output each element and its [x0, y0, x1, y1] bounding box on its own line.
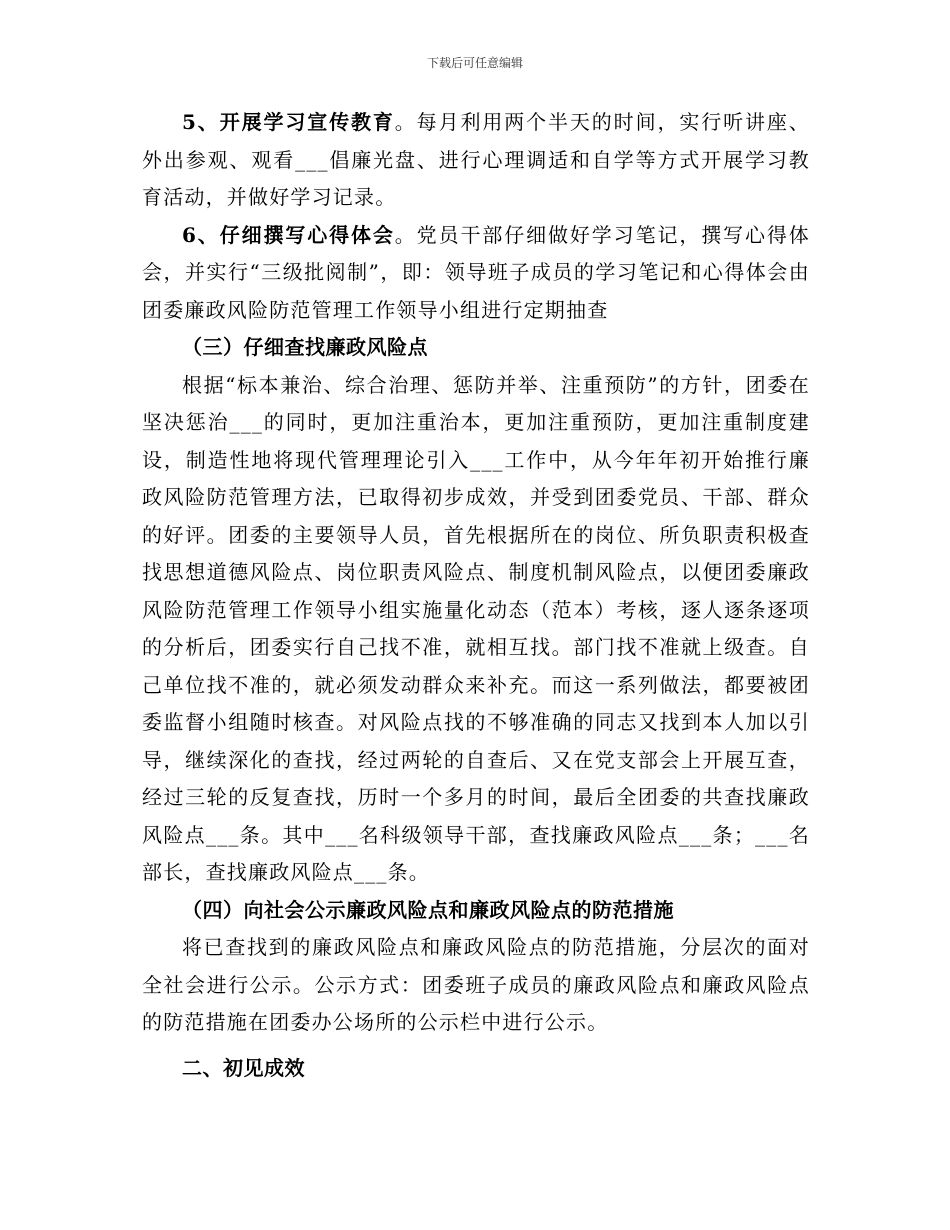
- paragraph-study-education: [142, 104, 810, 217]
- paragraph-text: 。每月利用两个半天的时间，实行听讲座、外出参观、观看___倡廉光盘、进行心理调适和自学等方式开展学习教育活动，并做好学习记录。: [142, 110, 810, 209]
- section-heading-results: 二、初见成效: [182, 1055, 305, 1080]
- section-heading-4: （四）向社会公示廉政风险点和廉政风险点的防范措施: [182, 897, 674, 922]
- paragraph-text: 。党员干部仔细做好学习笔记，撰写心得体会，并实行“三级批阅制”，即：领导班子成员的学习笔记和心得体会由团委廉政风险防范管理工作领导小组进行定期抽查: [142, 222, 810, 322]
- section-heading-3: （三）仔细查找廉政风险点: [182, 335, 428, 359]
- paragraph-experience-writing: [142, 217, 810, 330]
- paragraph-risk-points: 根据“标本兼治、综合治理、惩防并举、注重预防”的方针，团委在坚决惩治___的同时，更加注重治本，更加注重预防，更加注重制度建设，制造性地将现代管理理论引入___工作中，从今年年初开始推行廉政风险防范管理方法，已取得初步成效，并受到团委党员、干部、群众的好评。团委的主要领导人员，首先根据所在的岗位、所负职责积极查找思想道德风险点、岗位职责风险点、制度机制风险点，以便团委廉政风险防范管理工作领导小组实施量化动态（范本）考核，逐人逐条逐项的分析后，团委实行自己找不准，就相互找。部门找不准就上级查。自己单位找不准的，就必须发动群众来补充。而这一系列做法，都要被团委监督小组随时核查。对风险点找的不够准确的同志又找到本人加以引导，继续深化的查找，经过两轮的自查后、又在党支部会上开展互查，经过三轮的反复查找，历时一个多月的时间，最后全团委的共查找廉政风险点___条。其中___名科级领导干部，查找廉政风险点___条；___名部长，查找廉政风险点___条。: [142, 372, 810, 884]
- paragraph-lead: 5、开展学习宣传教育: [182, 110, 395, 134]
- document-body: [142, 104, 810, 1087]
- page-header: 下载后可任意编辑: [426, 56, 523, 70]
- paragraph-lead: 6、仔细撰写心得体会: [182, 222, 395, 247]
- paragraph-public-notice: 将已查找到的廉政风险点和廉政风险点的防范措施，分层次的面对全社会进行公示。公示方式：团委班子成员的廉政风险点和廉政风险点的防范措施在团委办公场所的公示栏中进行公示。: [142, 935, 810, 1034]
